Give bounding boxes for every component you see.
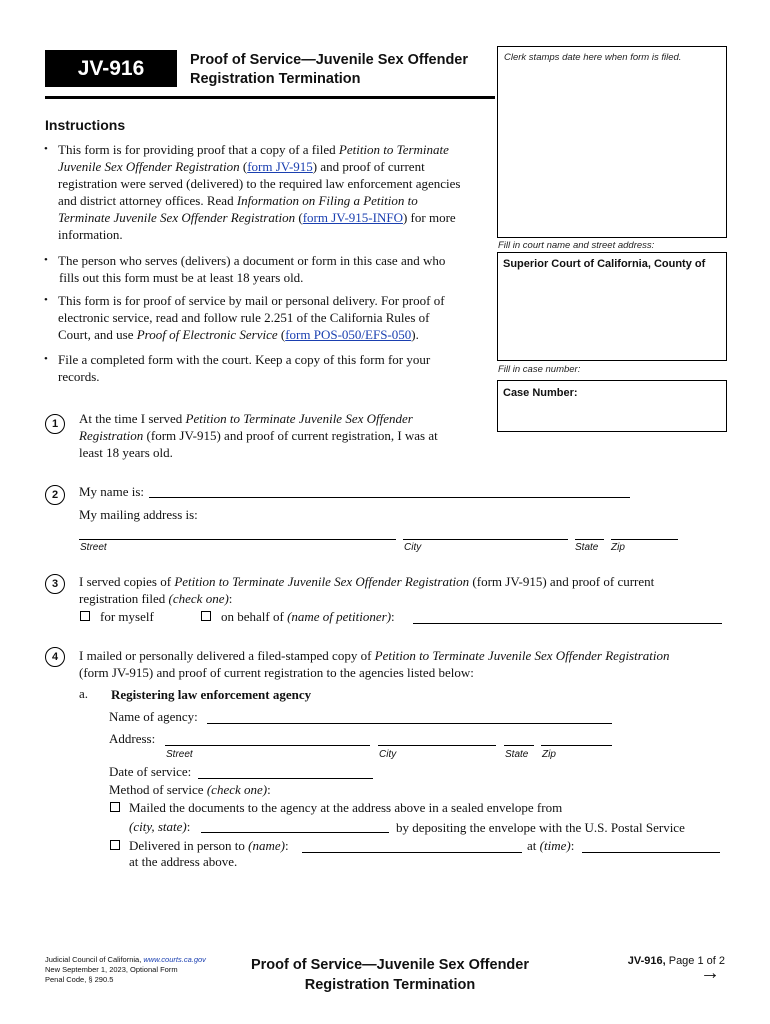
- agency-address-label: Address:: [109, 731, 156, 746]
- agency-zip-label: Zip: [542, 749, 556, 760]
- date-of-service-label: Date of service:: [109, 764, 192, 779]
- agency-state-label: State: [505, 749, 529, 760]
- bullet: •: [44, 294, 48, 306]
- court-name-box[interactable]: [497, 252, 727, 361]
- delivered-time-field[interactable]: [582, 852, 720, 853]
- item-number-1: 1: [45, 414, 65, 434]
- mailing-address-label: My mailing address is:: [79, 507, 198, 522]
- case-number-box[interactable]: [497, 380, 727, 432]
- time-label: at (time):: [527, 838, 575, 853]
- form-number-badge: [45, 50, 177, 87]
- mailing-state-field[interactable]: [575, 539, 604, 540]
- petitioner-name-field[interactable]: [413, 623, 722, 624]
- form-title-line2: Registration Termination: [190, 71, 361, 87]
- agency-section-title: Registering law enforcement agency: [111, 687, 312, 702]
- page-indicator: JV-916, Page 1 of 2: [627, 955, 725, 967]
- mailing-street-field[interactable]: [79, 539, 396, 540]
- mailing-city-field[interactable]: [403, 539, 568, 540]
- city-state-label: (city, state):: [129, 819, 191, 834]
- agency-zip-field[interactable]: [541, 745, 612, 746]
- name-field[interactable]: [149, 497, 630, 498]
- agency-city-field[interactable]: [378, 745, 496, 746]
- delivered-checkbox[interactable]: [110, 840, 120, 850]
- agency-city-label: City: [379, 749, 397, 760]
- agency-street-label: Street: [166, 749, 193, 760]
- instructions-heading: Instructions: [45, 117, 126, 133]
- bullet: •: [44, 254, 48, 266]
- mailed-city-state-field[interactable]: [201, 832, 389, 833]
- form-number: JV-916: [77, 56, 145, 80]
- bullet: •: [44, 143, 48, 155]
- city-label: City: [404, 542, 422, 553]
- agency-state-field[interactable]: [504, 745, 534, 746]
- street-label: Street: [80, 542, 107, 553]
- mailed-label: Mailed the documents to the agency at the address above in a sealed envelope from: [129, 800, 563, 815]
- form-title-line1: Proof of Service—Juvenile Sex Offender: [190, 52, 469, 68]
- delivered-name-field[interactable]: [302, 852, 522, 853]
- next-page-arrow-icon[interactable]: →: [700, 962, 720, 984]
- mailed-checkbox[interactable]: [110, 802, 120, 812]
- on-behalf-checkbox[interactable]: [201, 611, 211, 621]
- link-jv-915-info[interactable]: form JV-915-INFO: [302, 210, 403, 225]
- instruction-4: File a completed form with the court. Keep a copy of this form for your records.: [58, 352, 431, 384]
- instruction-2: The person who serves (delivers) a document or form in this case and who fills out this form must be at least 18 years old.: [58, 253, 446, 285]
- case-number-label: Case Number:: [503, 387, 578, 399]
- date-of-service-field[interactable]: [198, 778, 373, 779]
- item-4-text: I mailed or personally delivered a filed-stamped copy of Petition to Terminate Juvenile Sex Offender Registration (form JV-915) and proof of current registration to the agencies listed below:: [79, 648, 670, 680]
- link-pos-050[interactable]: form POS-050/EFS-050: [285, 327, 412, 342]
- item-number-4: 4: [45, 647, 65, 667]
- item-number-2: 2: [45, 485, 65, 505]
- court-name-prompt: Fill in court name and street address:: [498, 240, 655, 251]
- court-name-text: Superior Court of California, County of: [503, 258, 706, 270]
- footer-citation: Judicial Council of California, www.courts.ca.gov New September 1, 2023, Optional Form Penal Code, § 290.5: [45, 955, 206, 984]
- name-label: My name is:: [79, 484, 144, 499]
- bullet: •: [44, 353, 48, 365]
- delivered-label: Delivered in person to (name):: [129, 838, 289, 853]
- clerk-stamp-box[interactable]: [497, 46, 727, 238]
- link-jv-915[interactable]: form JV-915: [247, 159, 313, 174]
- for-myself-label: for myself: [100, 609, 154, 624]
- footer-title: Proof of Service—Juvenile Sex Offender Registration Termination: [250, 957, 529, 993]
- header-divider: [45, 96, 495, 99]
- agency-name-label: Name of agency:: [109, 709, 198, 724]
- courts-website-link[interactable]: www.courts.ca.gov: [143, 955, 206, 964]
- agency-street-field[interactable]: [165, 745, 370, 746]
- clerk-stamp-label: Clerk stamps date here when form is filed.: [504, 52, 682, 63]
- postal-service-label: by depositing the envelope with the U.S. Postal Service: [396, 820, 685, 835]
- agency-name-field[interactable]: [207, 723, 612, 724]
- zip-label: Zip: [611, 542, 625, 553]
- instruction-1: This form is for providing proof that a copy of a filed Petition to Terminate Juvenile Sex Offender Registration (form JV-915) and proof of current registration were served (delivered) to the required law enforcement agencies and district attorney offices. Read Information on Filing a Petition to Terminate Juvenile Sex Offender Registration (form JV-915-INFO) for more information.: [58, 142, 461, 242]
- case-number-prompt: Fill in case number:: [498, 364, 581, 375]
- state-label: State: [575, 542, 599, 553]
- on-behalf-label: on behalf of (name of petitioner):: [221, 609, 395, 624]
- instruction-3: This form is for proof of service by mail or personal delivery. For proof of electronic service, read and follow rule 2.251 of the California Rules of Court, and use Proof of Electronic Service (form POS-050/EFS-050).: [58, 293, 445, 342]
- for-myself-checkbox[interactable]: [80, 611, 90, 621]
- item-1-text: At the time I served Petition to Terminate Juvenile Sex Offender Registration (form JV-915) and proof of current registration, I was at least 18 years old.: [79, 411, 438, 460]
- item-number-3: 3: [45, 574, 65, 594]
- form-title: [190, 51, 495, 89]
- item-4a-label: a.: [79, 686, 89, 701]
- method-of-service-label: Method of service (check one):: [109, 782, 271, 797]
- address-above-label: at the address above.: [129, 854, 238, 869]
- item-3-text: I served copies of Petition to Terminate Juvenile Sex Offender Registration (form JV-915) and proof of current registration filed (check one):: [79, 574, 655, 606]
- mailing-zip-field[interactable]: [611, 539, 678, 540]
